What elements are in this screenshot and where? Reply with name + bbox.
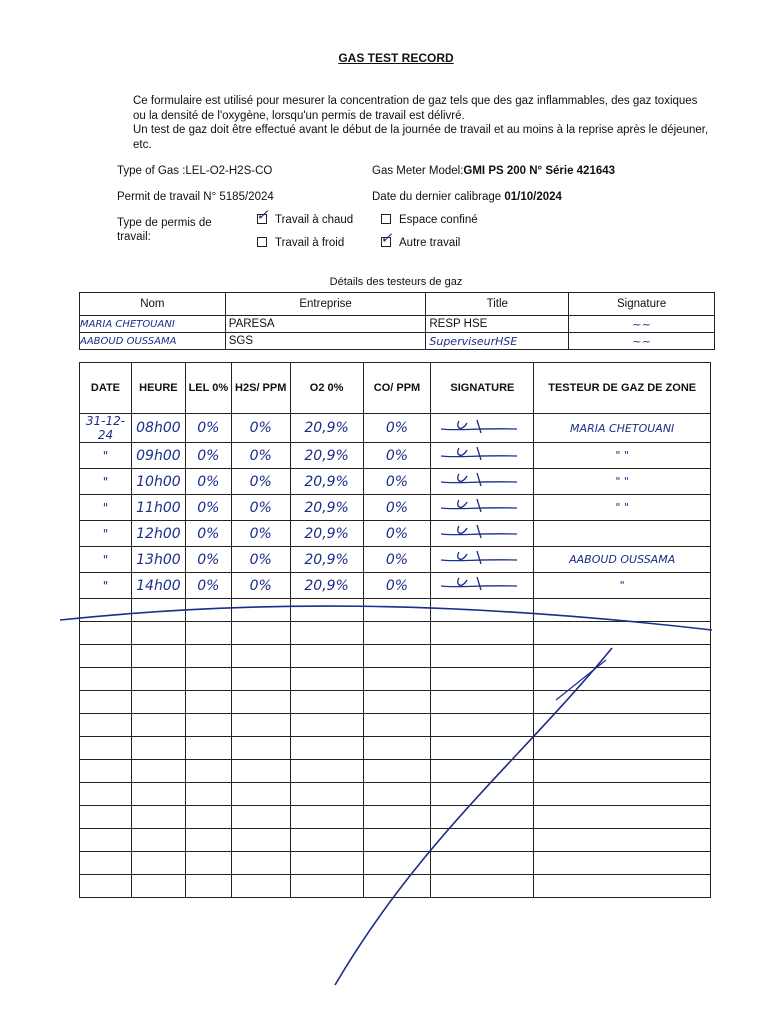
log-cell-empty xyxy=(363,806,431,829)
log-o2: 20,9% xyxy=(290,469,363,495)
log-signature xyxy=(431,521,534,547)
log-cell-empty xyxy=(231,875,290,898)
log-o2: 20,9% xyxy=(290,573,363,599)
testers-header-nom: Nom xyxy=(80,293,226,316)
log-cell-empty xyxy=(80,760,132,783)
testers-header-entreprise: Entreprise xyxy=(225,293,426,316)
log-cell-empty xyxy=(185,668,231,691)
log-cell-empty xyxy=(363,783,431,806)
log-lel: 0% xyxy=(185,414,231,443)
permit-type-cold-work-label: Travail à froid xyxy=(275,237,345,249)
log-lel: 0% xyxy=(185,495,231,521)
log-cell-empty xyxy=(431,645,534,668)
log-cell-empty xyxy=(431,760,534,783)
testers-header-title: Title xyxy=(426,293,569,316)
log-cell-empty xyxy=(231,806,290,829)
log-cell-empty xyxy=(131,714,185,737)
log-tester: AABOUD OUSSAMA xyxy=(534,547,711,573)
log-row-empty xyxy=(80,875,711,898)
log-body xyxy=(80,414,711,898)
log-date: 31-12-24 xyxy=(80,414,132,443)
checkbox-icon[interactable] xyxy=(257,214,267,224)
log-signature xyxy=(431,469,534,495)
log-cell-empty xyxy=(290,645,363,668)
log-cell-empty xyxy=(131,783,185,806)
log-cell-empty xyxy=(80,645,132,668)
log-cell-empty xyxy=(290,783,363,806)
log-row-empty xyxy=(80,599,711,622)
log-cell-empty xyxy=(80,806,132,829)
log-cell-empty xyxy=(534,852,711,875)
log-cell-empty xyxy=(431,622,534,645)
signature-scribble xyxy=(437,444,527,464)
log-cell-empty xyxy=(534,829,711,852)
log-tester: " xyxy=(534,573,711,599)
log-row-empty xyxy=(80,783,711,806)
tester-title: RESP HSE xyxy=(426,316,569,333)
log-row xyxy=(80,573,711,599)
log-date: " xyxy=(80,443,132,469)
gas-type-value: LEL-O2-H2S-CO xyxy=(185,165,273,177)
log-co: 0% xyxy=(363,547,431,573)
log-time: 14h00 xyxy=(131,573,185,599)
log-row-empty xyxy=(80,691,711,714)
log-cell-empty xyxy=(431,691,534,714)
calibration-value: 01/10/2024 xyxy=(504,191,562,203)
log-cell-empty xyxy=(290,691,363,714)
log-cell-empty xyxy=(231,760,290,783)
permit-number-label: Permit de travail N° xyxy=(117,191,217,203)
log-cell-empty xyxy=(185,829,231,852)
permit-type-other-work-label: Autre travail xyxy=(399,237,461,249)
log-lel: 0% xyxy=(185,573,231,599)
log-row xyxy=(80,495,711,521)
log-cell-empty xyxy=(231,599,290,622)
log-cell-empty xyxy=(290,668,363,691)
log-cell-empty xyxy=(290,714,363,737)
log-cell-empty xyxy=(431,852,534,875)
log-h2s: 0% xyxy=(231,573,290,599)
log-h2s: 0% xyxy=(231,443,290,469)
log-tester: MARIA CHETOUANI xyxy=(534,414,711,443)
log-h2s: 0% xyxy=(231,469,290,495)
log-cell-empty xyxy=(363,645,431,668)
log-cell-empty xyxy=(185,806,231,829)
log-cell-empty xyxy=(185,875,231,898)
log-cell-empty xyxy=(290,852,363,875)
log-time: 12h00 xyxy=(131,521,185,547)
log-header-h2s: H2S/ PPM xyxy=(231,363,290,414)
log-row-empty xyxy=(80,622,711,645)
log-cell-empty xyxy=(231,691,290,714)
log-cell-empty xyxy=(80,691,132,714)
checkbox-icon[interactable] xyxy=(381,214,391,224)
log-row xyxy=(80,521,711,547)
log-cell-empty xyxy=(80,714,132,737)
testers-header-signature: Signature xyxy=(569,293,715,316)
log-cell-empty xyxy=(185,599,231,622)
log-cell-empty xyxy=(185,760,231,783)
log-cell-empty xyxy=(363,691,431,714)
permit-type-hot-work-label: Travail à chaud xyxy=(275,214,354,226)
log-cell-empty xyxy=(534,760,711,783)
log-cell-empty xyxy=(80,622,132,645)
log-cell-empty xyxy=(231,645,290,668)
log-cell-empty xyxy=(80,852,132,875)
log-row xyxy=(80,443,711,469)
page-title: GAS TEST RECORD xyxy=(338,51,454,65)
gas-type-label: Type of Gas : xyxy=(117,165,186,177)
log-cell-empty xyxy=(231,668,290,691)
log-date: " xyxy=(80,469,132,495)
log-tester xyxy=(534,521,711,547)
log-time: 09h00 xyxy=(131,443,185,469)
log-cell-empty xyxy=(131,622,185,645)
log-header-o2: O2 0% xyxy=(290,363,363,414)
tester-name: AABOUD OUSSAMA xyxy=(80,333,226,350)
testers-caption: Détails des testeurs de gaz xyxy=(329,276,463,288)
signature-scribble xyxy=(437,496,527,516)
signature-scribble xyxy=(437,417,527,437)
log-cell-empty xyxy=(534,645,711,668)
log-row-empty xyxy=(80,668,711,691)
log-header-co: CO/ PPM xyxy=(363,363,431,414)
log-o2: 20,9% xyxy=(290,495,363,521)
log-cell-empty xyxy=(131,668,185,691)
log-cell-empty xyxy=(231,622,290,645)
log-cell-empty xyxy=(131,806,185,829)
log-cell-empty xyxy=(131,852,185,875)
log-time: 10h00 xyxy=(131,469,185,495)
log-cell-empty xyxy=(131,760,185,783)
testers-table xyxy=(79,292,715,350)
log-header-row xyxy=(80,363,711,414)
log-row xyxy=(80,469,711,495)
log-cell-empty xyxy=(185,852,231,875)
log-cell-empty xyxy=(131,645,185,668)
permit-type-hot-work[interactable] xyxy=(257,214,353,226)
log-co: 0% xyxy=(363,414,431,443)
log-header-heure: HEURE xyxy=(131,363,185,414)
meter-model-value: GMI PS 200 N° Série 421643 xyxy=(463,165,616,177)
log-cell-empty xyxy=(534,622,711,645)
calibration-label: Date du dernier calibrage xyxy=(372,191,502,203)
tester-signature: ~~ xyxy=(569,333,715,350)
checkbox-icon[interactable] xyxy=(381,237,391,247)
permit-number-value: 5185/2024 xyxy=(219,191,274,203)
log-o2: 20,9% xyxy=(290,547,363,573)
tester-company: PARESA xyxy=(225,316,426,333)
log-row-empty xyxy=(80,714,711,737)
intro-paragraph-2: Un test de gaz doit être effectué avant le début de la journée de travail et au moins à la reprise après le déjeuner, etc. xyxy=(133,124,709,151)
log-cell-empty xyxy=(231,714,290,737)
log-cell-empty xyxy=(431,737,534,760)
log-row-empty xyxy=(80,645,711,668)
log-date: " xyxy=(80,547,132,573)
log-cell-empty xyxy=(534,737,711,760)
log-cell-empty xyxy=(131,737,185,760)
log-row xyxy=(80,414,711,443)
log-header-signature: SIGNATURE xyxy=(431,363,534,414)
log-cell-empty xyxy=(185,622,231,645)
log-cell-empty xyxy=(534,668,711,691)
log-lel: 0% xyxy=(185,469,231,495)
meter-model-field xyxy=(372,165,615,177)
log-tester: " " xyxy=(534,469,711,495)
intro-text xyxy=(133,94,713,152)
log-tester: " " xyxy=(534,495,711,521)
log-cell-empty xyxy=(131,691,185,714)
meter-model-label: Gas Meter Model: xyxy=(372,165,464,177)
log-co: 0% xyxy=(363,573,431,599)
log-row xyxy=(80,547,711,573)
signature-scribble xyxy=(437,522,527,542)
log-cell-empty xyxy=(363,737,431,760)
log-cell-empty xyxy=(534,783,711,806)
log-date: " xyxy=(80,495,132,521)
gas-test-log-table xyxy=(79,362,711,898)
checkbox-icon[interactable] xyxy=(257,237,267,247)
log-cell-empty xyxy=(363,852,431,875)
log-cell-empty xyxy=(534,806,711,829)
log-cell-empty xyxy=(363,599,431,622)
log-cell-empty xyxy=(290,829,363,852)
log-cell-empty xyxy=(534,599,711,622)
log-cell-empty xyxy=(131,875,185,898)
tester-name: MARIA CHETOUANI xyxy=(80,316,226,333)
log-lel: 0% xyxy=(185,547,231,573)
testers-row xyxy=(80,333,715,350)
log-co: 0% xyxy=(363,495,431,521)
log-cell-empty xyxy=(363,622,431,645)
log-cell-empty xyxy=(185,783,231,806)
permit-type-confined-space[interactable] xyxy=(381,214,478,226)
log-row-empty xyxy=(80,852,711,875)
log-co: 0% xyxy=(363,443,431,469)
log-cell-empty xyxy=(290,760,363,783)
log-cell-empty xyxy=(80,737,132,760)
log-cell-empty xyxy=(290,599,363,622)
log-date: " xyxy=(80,573,132,599)
log-cell-empty xyxy=(363,714,431,737)
log-header-date: DATE xyxy=(80,363,132,414)
log-cell-empty xyxy=(363,668,431,691)
gas-type-field xyxy=(117,165,272,177)
log-cell-empty xyxy=(131,829,185,852)
log-cell-empty xyxy=(231,737,290,760)
log-cell-empty xyxy=(231,783,290,806)
testers-row xyxy=(80,316,715,333)
log-cell-empty xyxy=(431,668,534,691)
log-cell-empty xyxy=(363,875,431,898)
log-cell-empty xyxy=(290,875,363,898)
log-cell-empty xyxy=(80,668,132,691)
log-h2s: 0% xyxy=(231,547,290,573)
log-cell-empty xyxy=(185,645,231,668)
log-row-empty xyxy=(80,737,711,760)
log-co: 0% xyxy=(363,469,431,495)
log-tester: " " xyxy=(534,443,711,469)
signature-scribble xyxy=(437,548,527,568)
intro-paragraph-1: Ce formulaire est utilisé pour mesurer la concentration de gaz tels que des gaz inflammables, des gaz toxiques ou la densité de l'oxygène, lorsqu'un permis de travail est délivré. xyxy=(133,95,698,122)
log-cell-empty xyxy=(431,783,534,806)
log-lel: 0% xyxy=(185,521,231,547)
log-time: 11h00 xyxy=(131,495,185,521)
log-cell-empty xyxy=(431,829,534,852)
signature-scribble xyxy=(437,574,527,594)
log-row-empty xyxy=(80,806,711,829)
log-row-empty xyxy=(80,829,711,852)
log-h2s: 0% xyxy=(231,414,290,443)
log-cell-empty xyxy=(534,875,711,898)
signature-scribble xyxy=(437,470,527,490)
log-cell-empty xyxy=(231,852,290,875)
log-cell-empty xyxy=(534,691,711,714)
log-cell-empty xyxy=(290,737,363,760)
log-cell-empty xyxy=(290,622,363,645)
log-co: 0% xyxy=(363,521,431,547)
log-cell-empty xyxy=(363,760,431,783)
log-cell-empty xyxy=(534,714,711,737)
log-signature xyxy=(431,573,534,599)
log-cell-empty xyxy=(80,875,132,898)
permit-type-label: Type de permis de travail: xyxy=(117,217,212,243)
log-o2: 20,9% xyxy=(290,414,363,443)
permit-type-other-work[interactable] xyxy=(381,237,460,249)
log-cell-empty xyxy=(431,875,534,898)
tester-company: SGS xyxy=(225,333,426,350)
log-cell-empty xyxy=(363,829,431,852)
log-o2: 20,9% xyxy=(290,443,363,469)
log-row-empty xyxy=(80,760,711,783)
log-cell-empty xyxy=(131,599,185,622)
calibration-field xyxy=(372,191,562,203)
log-cell-empty xyxy=(431,599,534,622)
log-cell-empty xyxy=(290,806,363,829)
tester-signature: ~~ xyxy=(569,316,715,333)
log-header-lel: LEL 0% xyxy=(185,363,231,414)
log-cell-empty xyxy=(185,714,231,737)
log-date: " xyxy=(80,521,132,547)
log-lel: 0% xyxy=(185,443,231,469)
log-cell-empty xyxy=(185,737,231,760)
log-h2s: 0% xyxy=(231,495,290,521)
testers-header-row xyxy=(80,293,715,316)
log-cell-empty xyxy=(231,829,290,852)
log-cell-empty xyxy=(431,714,534,737)
log-cell-empty xyxy=(80,829,132,852)
log-signature xyxy=(431,443,534,469)
log-time: 13h00 xyxy=(131,547,185,573)
log-header-tester: TESTEUR DE GAZ DE ZONE xyxy=(534,363,711,414)
tester-title: SuperviseurHSE xyxy=(426,333,569,350)
log-signature xyxy=(431,547,534,573)
log-signature xyxy=(431,414,534,443)
log-o2: 20,9% xyxy=(290,521,363,547)
permit-number-field xyxy=(117,191,274,203)
log-cell-empty xyxy=(80,783,132,806)
permit-type-confined-space-label: Espace confiné xyxy=(399,214,478,226)
log-h2s: 0% xyxy=(231,521,290,547)
log-signature xyxy=(431,495,534,521)
log-cell-empty xyxy=(431,806,534,829)
log-cell-empty xyxy=(80,599,132,622)
log-time: 08h00 xyxy=(131,414,185,443)
permit-type-cold-work[interactable] xyxy=(257,237,344,249)
log-cell-empty xyxy=(185,691,231,714)
